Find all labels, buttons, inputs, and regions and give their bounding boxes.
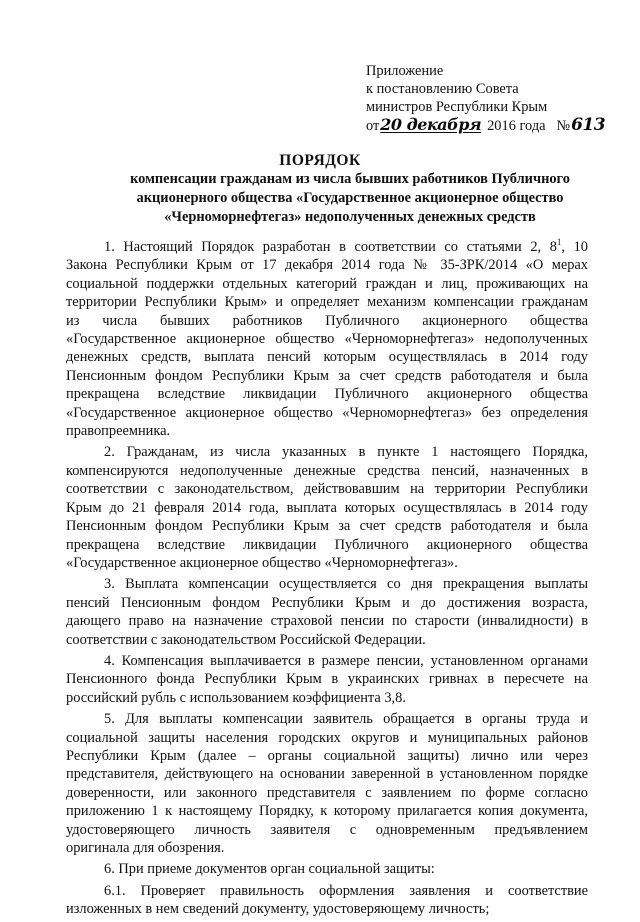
- date-prefix: от: [366, 118, 380, 134]
- paragraph-3: [66, 575, 588, 649]
- text-line: [66, 238, 588, 256]
- handwritten-number: 613: [571, 115, 606, 135]
- text-line: оригинала для обозрения.: [66, 840, 225, 856]
- text-line: 5. Для выплаты компенсации заявитель обращается в органы труда и: [104, 711, 588, 728]
- text-line: Республики Крым (далее – органы социальной защиты) лично или через: [66, 747, 588, 764]
- text-line: 4. Компенсация выплачивается в размере пенсии, установленном органами: [104, 652, 588, 669]
- text-line: представителя, действующего на основании заверенной в установленном порядке: [66, 766, 588, 783]
- text-line: «Государственное акционерное общество «Черноморнефтегаз» без определения: [66, 404, 588, 421]
- document-title: ПОРЯДОК: [279, 152, 361, 169]
- text-line: доверенности, или законного представителя с заявлением по форме согласно: [66, 784, 588, 801]
- paragraph-5: [66, 710, 588, 857]
- text-line: Пенсионным фондом Республики Крым за счет средств работодателя и была: [66, 518, 588, 535]
- text-line: социальной поддержки отдельных категорий граждан и лиц, проживающих на: [66, 275, 588, 292]
- text-line: Пенсионного фонда Республики Крым в украинских гривнах в пересчете на: [66, 671, 588, 688]
- text-line: из числа бывших работников Публичного акционерного общества: [66, 312, 588, 329]
- text-line: «Государственное акционерное общество «Черноморнефтегаз» недополученных: [66, 331, 588, 348]
- text-fragment: 1. Настоящий Порядок разработан в соответствии со статьями 2, 8: [104, 239, 557, 255]
- text-line: территории Республики Крым» и определяет механизм компенсации гражданам: [66, 294, 588, 311]
- paragraph-6-1: [66, 882, 588, 919]
- text-line: пенсий Пенсионным фондом Республики Крым и до достижения возраста,: [66, 594, 588, 611]
- text-line: 2. Гражданам, из числа указанных в пункте 1 настоящего Порядка,: [104, 444, 588, 461]
- document-body: [66, 238, 588, 922]
- text-line: соответствии с законодательством Российской Федерации.: [66, 631, 426, 648]
- text-line: Пенсионным фондом Республики Крым за счет средств работодателя и была: [66, 367, 588, 384]
- text-line: приложению 1 к настоящему Порядку, к которому прилагается копия документа,: [66, 803, 588, 820]
- paragraph-6: [66, 860, 588, 878]
- text-line: изложенных в нем сведений документу, удостоверяющему личность;: [66, 901, 490, 918]
- appendix-header: [366, 62, 636, 135]
- text-line: дающего право на назначение страховой пенсии по старости (инвалидности) в: [66, 613, 588, 630]
- text-line: 3. Выплата компенсации осуществляется со дня прекращения выплаты: [104, 576, 588, 593]
- subtitle-line: «Черноморнефтегаз» недополученных денежных средств: [164, 209, 536, 225]
- text-line: прекращена вследствие ликвидации Публичного акционерного общества: [66, 386, 588, 403]
- text-line: соответствии с законодательством, действовавшим на территории Республики: [66, 481, 588, 498]
- appendix-line-3: министров Республики Крым: [366, 99, 548, 115]
- text-line: правопреемника.: [66, 423, 171, 440]
- text-line: социальной защиты населения городских округов и муниципальных районов: [66, 729, 588, 746]
- paragraph-2: [66, 443, 588, 572]
- text-line: «Государственное акционерное общество «Черноморнефтегаз».: [66, 554, 458, 571]
- text-line: Крым до 21 февраля 2014 года, выплата которых осуществлялась в 2014 году: [66, 499, 588, 516]
- subtitle-line: компенсации гражданам из числа бывших работников Публичного: [130, 171, 570, 187]
- text-line: Закона Республики Крым от 17 декабря 2014 года № 35-ЗРК/2014 «О мерах: [66, 257, 588, 274]
- text-line: российский рубль с использованием коэффициента 3,8.: [66, 689, 406, 706]
- text-line: 6. При приеме документов орган социальной защиты:: [104, 861, 435, 878]
- paragraph-4: [66, 652, 588, 707]
- appendix-line-2: к постановлению Совета: [366, 81, 519, 97]
- subtitle-line: акционерного общества «Государственное акционерное общество: [136, 190, 564, 206]
- number-prefix: №: [556, 118, 571, 134]
- superscript: 1: [556, 237, 562, 248]
- text-line: 6.1. Проверяет правильность оформления заявления и соответствие: [104, 882, 588, 899]
- date-year: 2016 года: [487, 118, 546, 134]
- text-fragment: , 10: [561, 239, 588, 255]
- paragraph-1: [66, 238, 588, 440]
- text-line: компенсируются недополученные денежные средства пенсий, назначенных в: [66, 462, 588, 479]
- appendix-line-1: Приложение: [366, 63, 444, 79]
- text-line: прекращена вследствие ликвидации Публичного акционерного общества: [66, 536, 588, 553]
- text-line: денежных средств, выплата пенсий которым осуществлялась в 2014 году: [66, 349, 588, 366]
- text-line: удостоверяющего личность заявителя с одновременным предъявлением: [66, 821, 588, 838]
- handwritten-date: 20 декабря: [380, 115, 482, 134]
- document-subtitle: [60, 170, 640, 227]
- appendix-date-line: [366, 116, 636, 135]
